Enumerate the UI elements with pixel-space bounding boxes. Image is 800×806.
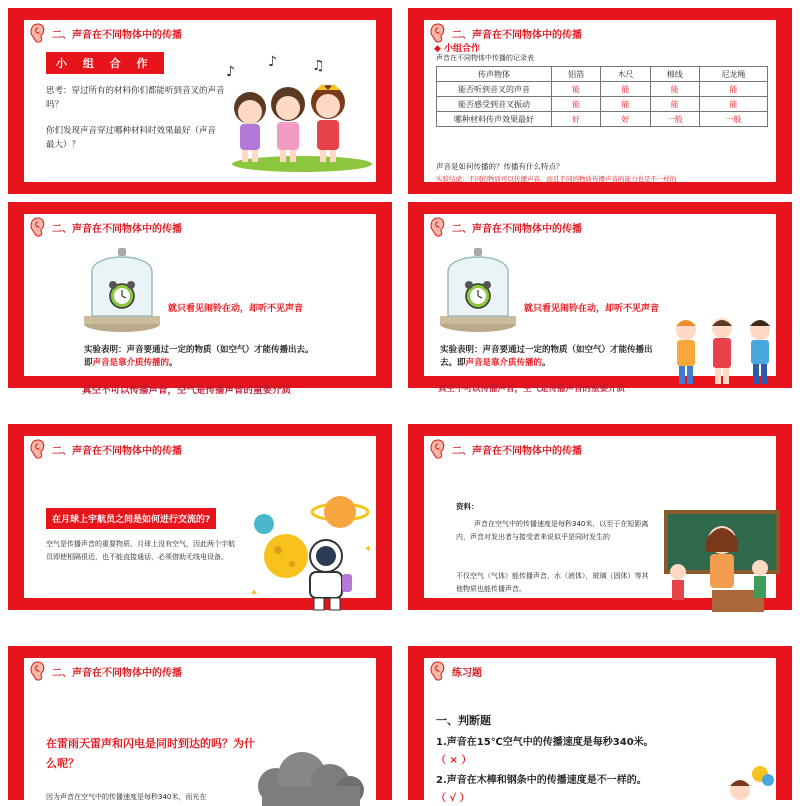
svg-text:♫: ♫ <box>312 58 325 74</box>
svg-text:✦: ✦ <box>250 588 259 599</box>
table-cell: 哪种材料传声效果最好 <box>437 112 552 127</box>
experiment-text: 实验表明：声音要通过一定的物质（如空气）才能传播出去。即 <box>440 345 653 368</box>
table-cell: 能 <box>699 82 767 97</box>
ear-icon <box>30 439 46 459</box>
table-row <box>437 97 768 112</box>
answer-1: （ × ） <box>436 755 472 766</box>
thunder-question: 在雷雨天雷声和闪电是同时到达的吗？为什么呢？ <box>46 737 255 770</box>
svg-text:♪: ♪ <box>268 54 277 70</box>
slide-title: 二、声音在不同物体中的传播 <box>52 223 182 235</box>
record-table <box>436 66 768 127</box>
ear-icon <box>30 23 46 43</box>
slide-record-table[interactable] <box>408 8 792 194</box>
moon-question-banner: 在月球上宇航员之间是如何进行交流的? <box>46 508 216 529</box>
ear-icon <box>430 23 446 43</box>
table-cell: 能 <box>650 82 699 97</box>
section-title: 一、判断题 <box>436 714 491 727</box>
storm-cloud-illustration <box>246 746 366 806</box>
experiment-suffix: 。 <box>542 358 551 368</box>
table-caption: 声音在不同物体中传播的记录表 <box>436 54 534 62</box>
experiment-suffix: 。 <box>169 358 178 368</box>
experiment-text: 实验表明：声音要通过一定的物质（如空气）才能传播出去。即 <box>84 345 314 368</box>
table-row <box>437 82 768 97</box>
table-cell: 能 <box>552 82 601 97</box>
table-cell: 一般 <box>650 112 699 127</box>
bell-caption: 就只看见闹铃在动，却听不见声音 <box>168 304 304 314</box>
girl-balloons-illustration <box>720 764 776 800</box>
slide-title: 二、声音在不同物体中的传播 <box>452 223 582 235</box>
table-cell: 能 <box>601 82 650 97</box>
slide-vacuum-bell[interactable] <box>8 202 392 396</box>
ear-icon <box>430 439 446 459</box>
ear-icon <box>430 661 446 681</box>
slide-title: 二、声音在不同物体中的传播 <box>452 29 582 41</box>
answer-2: （ √ ） <box>436 793 470 804</box>
slide-header <box>430 216 582 238</box>
slide-title: 练习题 <box>452 667 482 679</box>
table-cell: 能 <box>552 97 601 112</box>
slide-sound-speed[interactable] <box>408 424 792 610</box>
bell-jar-illustration <box>436 244 520 334</box>
table-header-cell: 铝箔 <box>552 67 601 82</box>
table-header-cell: 棉线 <box>650 67 699 82</box>
thunder-explanation: 因为声音在空气中的传播速度是每秒340米，而光在 <box>46 793 207 801</box>
children-illustration <box>668 314 780 396</box>
table-cell: 能 <box>601 97 650 112</box>
table-cell: 能 <box>650 97 699 112</box>
table-cell: 好 <box>552 112 601 127</box>
experiment-highlight: 声音是靠介质传播的 <box>465 358 543 368</box>
discussion-question: 声音是如何传播的？传播有什么特点？ <box>436 162 564 171</box>
slide-vacuum-bell-children[interactable] <box>408 202 792 394</box>
slide-header <box>30 216 182 238</box>
table-header-cell: 尼龙绳 <box>699 67 767 82</box>
table-cell: 一般 <box>699 112 767 127</box>
question-1: 1.声音在15℃空气中的传播速度是每秒340米。 <box>436 737 654 748</box>
group-cooperation-badge: 小 组 合 作 <box>46 52 164 74</box>
experiment-conclusion: 实验结论：不同的物质可以传播声音，而且不同的物质传播声音的能力也是不一样的 <box>436 175 677 183</box>
moon-explanation: 空气是传播声音的重要物质。月球上没有空气，因此两个宇航员即使相隔很近，也不能直接通话，必须借助无线电设备。 <box>46 540 235 561</box>
ear-icon <box>430 217 446 237</box>
material-label: 资料： <box>456 502 479 511</box>
svg-text:♪: ♪ <box>226 64 235 80</box>
slide-group-cooperation[interactable] <box>8 8 392 194</box>
experiment-result <box>84 344 314 370</box>
ear-icon <box>30 217 46 237</box>
question-2: 2.声音在木棒和钢条中的传播速度是不一样的。 <box>436 775 647 786</box>
speed-paragraph: 声音在空气中的传播速度是每秒340米，以至于在短距离内，声音对发出者与接受者来说似乎是同时发生的 <box>456 520 649 541</box>
slide-title: 二、声音在不同物体中的传播 <box>52 667 182 679</box>
vacuum-summary: 真空不可以传播声音，空气是传播声音的重要介质 <box>82 385 292 396</box>
bell-caption: 就只看见闹铃在动，却听不见声音 <box>524 304 660 314</box>
teacher-classroom-illustration <box>664 506 780 618</box>
slide-header <box>30 22 182 44</box>
experiment-result <box>440 344 662 370</box>
slide-header <box>430 22 582 44</box>
question-text: 思考：穿过所有的材料你们都能听到音叉的声音吗？ <box>46 86 225 110</box>
vacuum-summary: 真空不可以传播声音，空气是传播声音的重要介质 <box>438 384 626 394</box>
slide-practice[interactable] <box>408 646 792 804</box>
media-paragraph: 不仅空气（气体）能传播声音，水（液体），玻璃（固体）等其他物质也能传播声音。 <box>456 572 649 593</box>
slide-title: 二、声音在不同物体中的传播 <box>52 445 182 457</box>
table-row <box>437 112 768 127</box>
singing-children-illustration <box>222 46 382 174</box>
astronaut-illustration <box>244 486 384 614</box>
table-cell: 能否感受到音叉振动 <box>437 97 552 112</box>
table-header-cell: 传声物体 <box>437 67 552 82</box>
table-header-row <box>437 67 768 82</box>
slide-title: 二、声音在不同物体中的传播 <box>52 29 182 41</box>
slide-header <box>430 438 582 460</box>
slide-moon-astronaut[interactable] <box>8 424 392 610</box>
table-cell: 能 <box>699 97 767 112</box>
table-header-cell: 木尺 <box>601 67 650 82</box>
experiment-highlight: 声音是靠介质传播的 <box>92 358 170 368</box>
slide-header <box>430 660 482 682</box>
svg-text:✦: ✦ <box>364 544 373 555</box>
group-work-subtitle: ◆ 小组合作 <box>434 44 481 54</box>
slide-header <box>30 660 182 682</box>
slide-header <box>30 438 182 460</box>
bell-jar-illustration <box>80 244 164 334</box>
table-cell: 好 <box>601 112 650 127</box>
ear-icon <box>30 661 46 681</box>
question-text: 你们发现声音穿过哪种材料时效果最好（声音最大）？ <box>46 126 217 150</box>
table-cell: 能否听到音叉的声音 <box>437 82 552 97</box>
slide-thunder-lightning[interactable] <box>8 646 392 800</box>
slide-title: 二、声音在不同物体中的传播 <box>452 445 582 457</box>
